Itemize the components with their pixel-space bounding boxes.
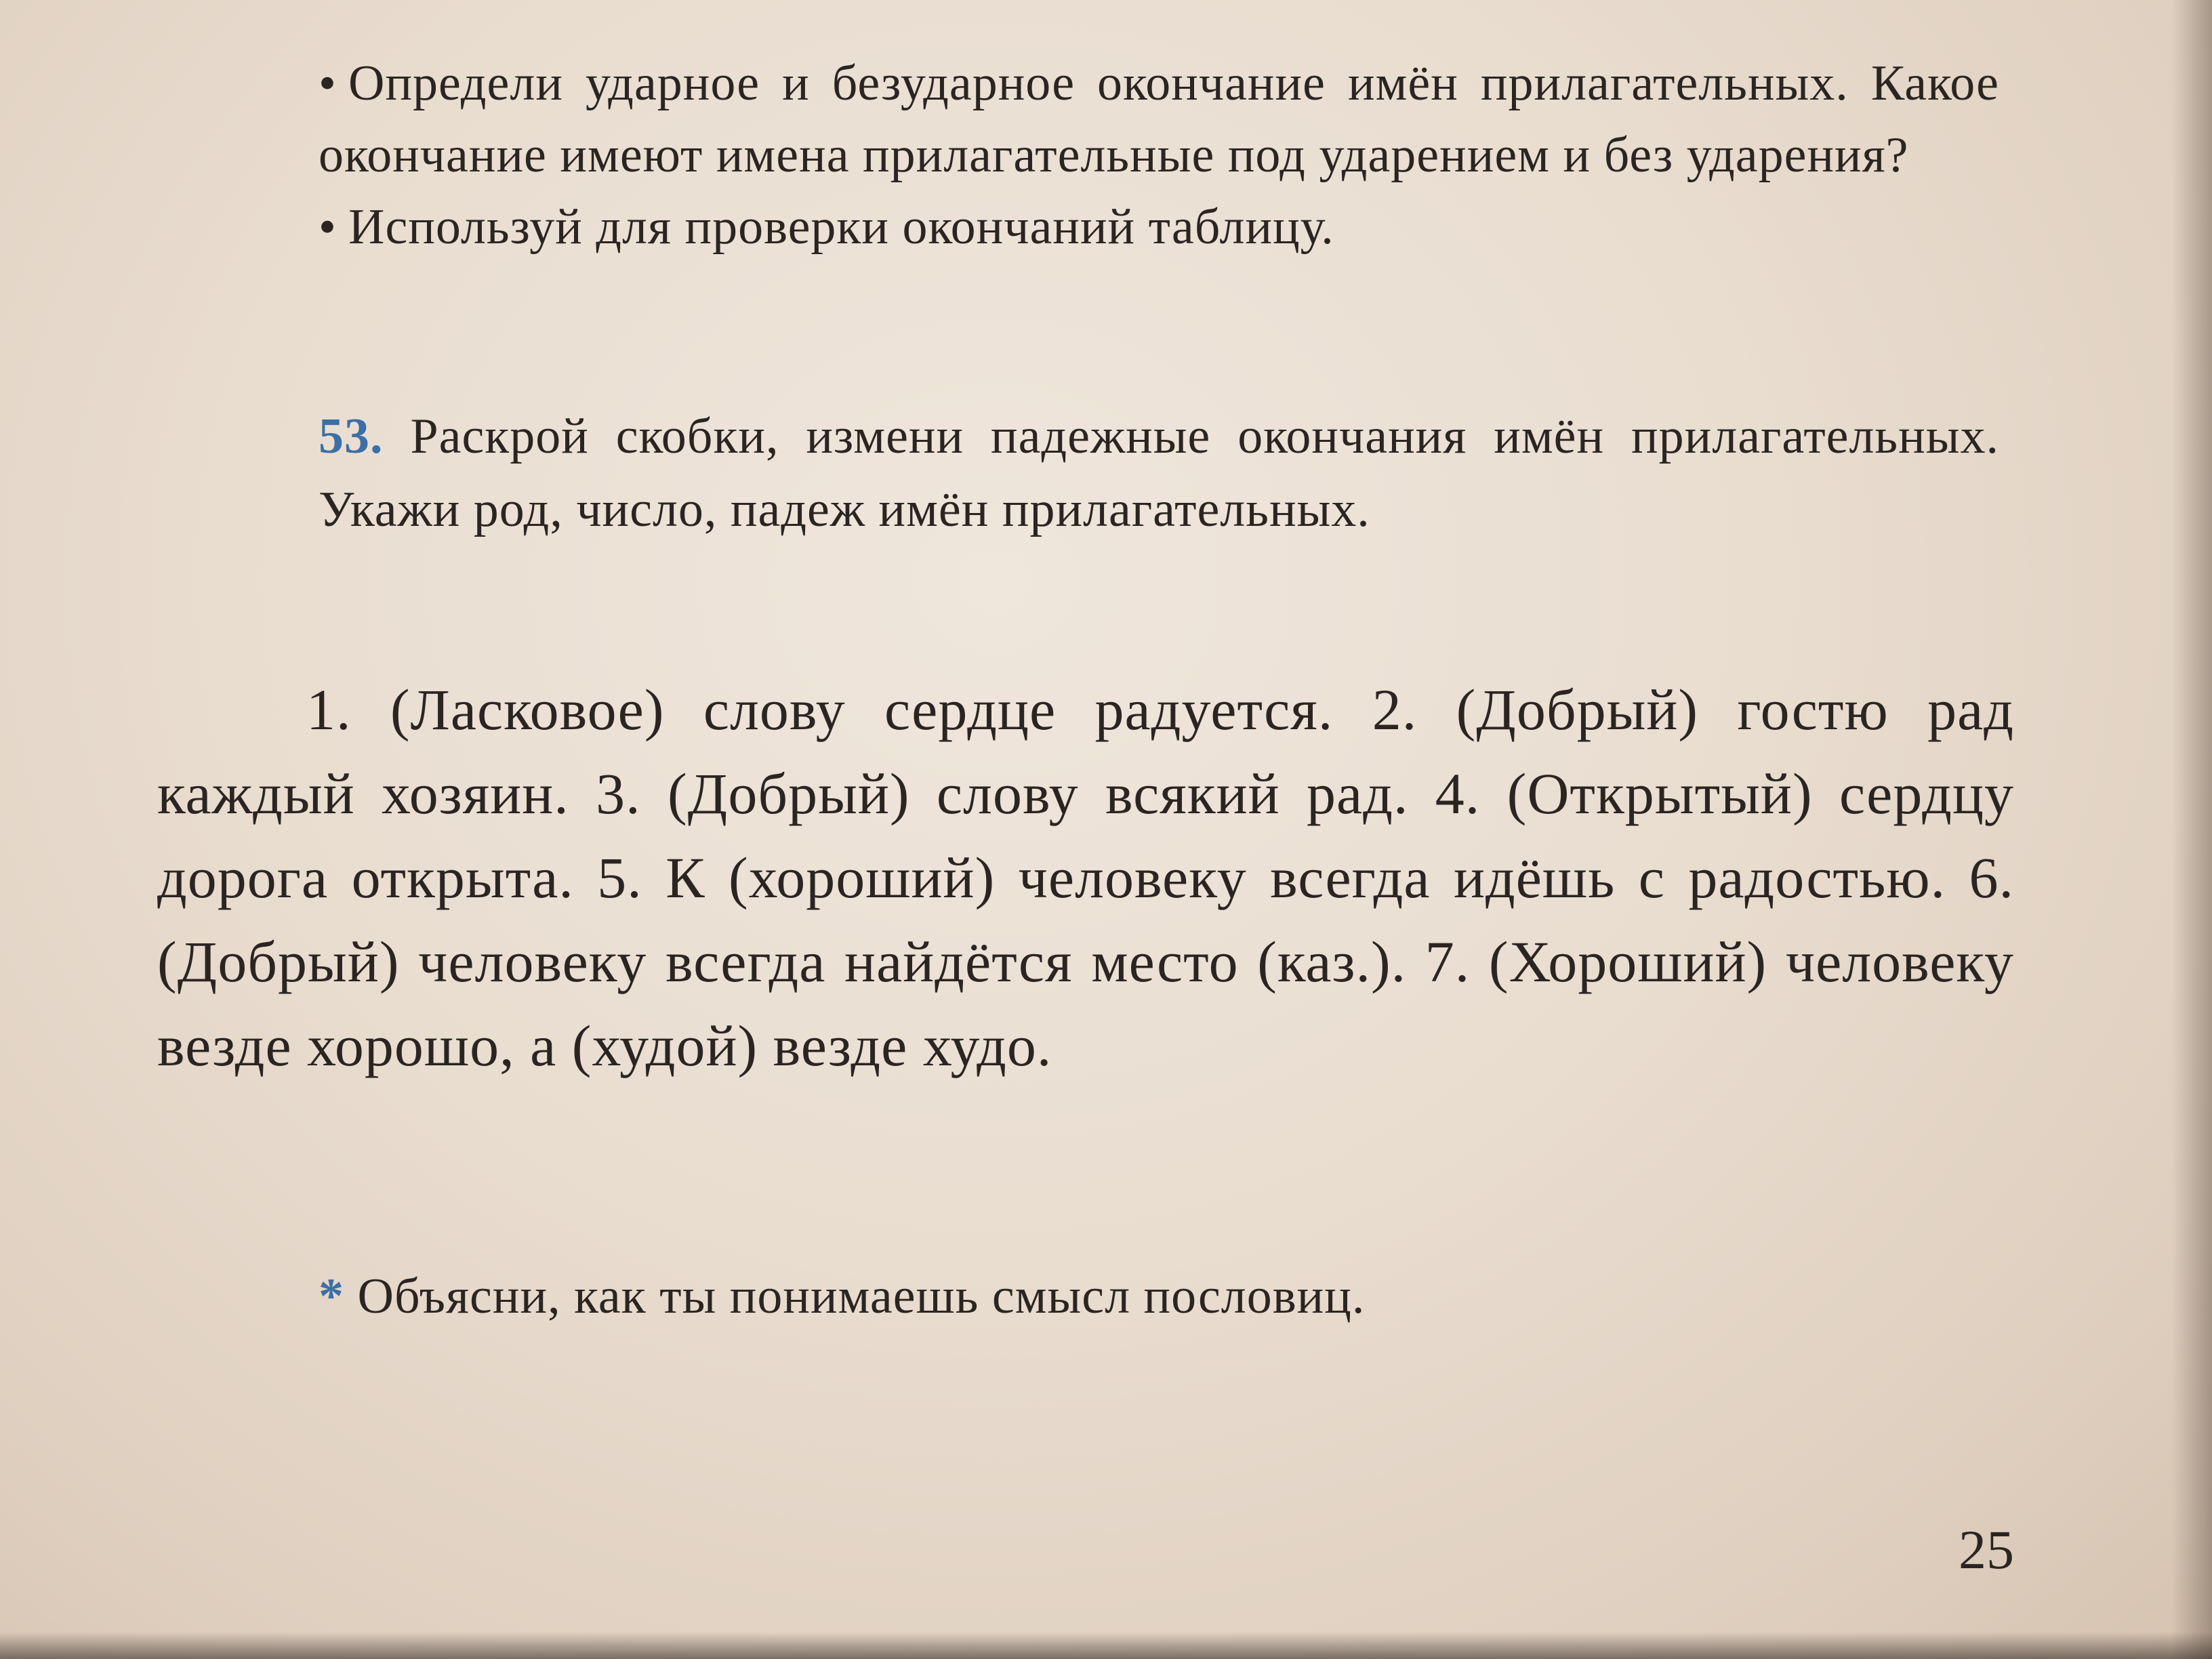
proverbs-paragraph: 1. (Ласковое) слову сердце радуется. 2. (Добрый) гостю рад каждый хозяин. 3. (Добрый) слову всякий рад. 4. (Открытый) сердцу дорога открыта. 5. К (хороший) человеку всегда идёшь с радостью. 6. (Добрый) человеку всегда найдётся место (каз.). 7. (Хороший) человеку везде хорошо, а (худой) везде худо. bbox=[157, 677, 2014, 1078]
instruction-item bbox=[319, 47, 1999, 191]
task-number: 53. bbox=[319, 409, 384, 464]
task-header bbox=[319, 400, 1999, 546]
asterisk-icon: * bbox=[319, 1269, 344, 1324]
bullet-icon: • bbox=[319, 199, 337, 255]
page-edge-shadow bbox=[2171, 0, 2212, 1659]
bullet-icon: • bbox=[319, 56, 337, 111]
page-bottom-shadow bbox=[0, 1632, 2212, 1659]
extra-task-text: Объясни, как ты понимаешь смысл пословиц. bbox=[357, 1269, 1366, 1324]
extra-task bbox=[319, 1261, 1999, 1332]
page-number: 25 bbox=[1959, 1519, 2014, 1580]
instruction-text: Определи ударное и безударное окончание имён прилагательных. Какое окончание имеют имена прилагательные под ударением и без ударения? bbox=[319, 56, 1999, 183]
instruction-item bbox=[319, 191, 1999, 263]
instructions-block bbox=[319, 47, 1999, 263]
task-text: Раскрой скобки, измени падежные окончания имён прилагательных. Укажи род, число, падеж имён прилагательных. bbox=[319, 409, 1999, 537]
instruction-text: Используй для проверки окончаний таблицу. bbox=[348, 199, 1334, 255]
